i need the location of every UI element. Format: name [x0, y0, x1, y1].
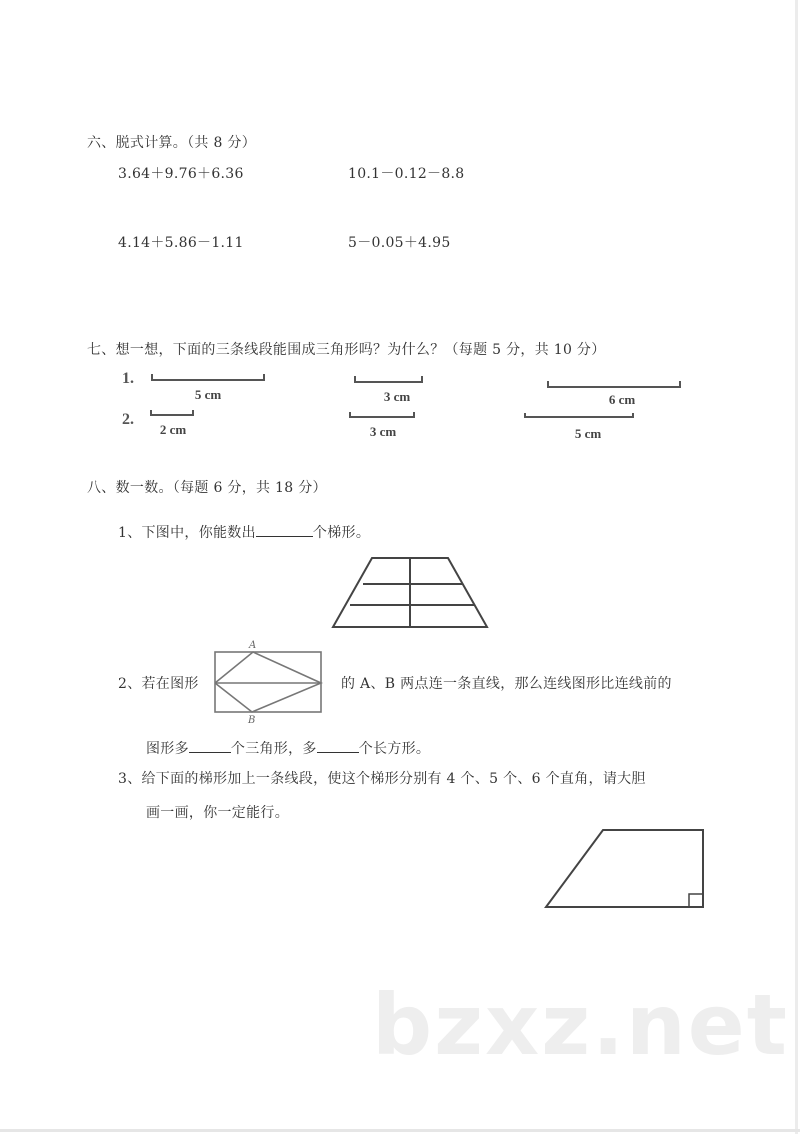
question-1-prefix: 1、下图中，你能数出: [118, 525, 256, 541]
calc-problem-4: 5－0.05＋4.95: [348, 235, 451, 251]
question-3-line-1: 3、给下面的梯形加上一条线段，使这个梯形分别有 4 个、5 个、6 个直角，请大胆: [118, 771, 646, 787]
segment-label: 3 cm: [369, 424, 397, 439]
section-6-title: 六、脱式计算。（共 8 分）: [87, 135, 257, 151]
question-3-line-2: 画一画，你一定能行。: [146, 805, 289, 821]
question-2-text-b: 个三角形，多: [230, 741, 317, 757]
point-a-label: A: [249, 640, 257, 651]
segment-label: 5 cm: [574, 426, 602, 441]
question-2-text-c: 个长方形。: [358, 741, 431, 757]
question-1-suffix: 个梯形。: [312, 525, 371, 541]
section-7-title: 七、想一想，下面的三条线段能围成三角形吗？为什么？（每题 5 分，共 10 分）: [87, 342, 606, 358]
segment-label: 3 cm: [383, 389, 411, 404]
question-2-text-a: 图形多: [146, 741, 189, 757]
question-2-text: 的 A、B 两点连一条直线，那么连线图形比连线前的: [341, 676, 672, 692]
point-b-label: B: [248, 715, 256, 726]
calc-problem-2: 10.1－0.12－8.8: [348, 166, 465, 182]
section-8-title: 八、数一数。（每题 6 分，共 18 分）: [87, 480, 327, 496]
question-2-prefix: 2、若在图形: [118, 676, 199, 692]
segment-label: 5 cm: [194, 387, 222, 402]
row-2-number: 2.: [122, 411, 134, 428]
segment-label: 6 cm: [608, 392, 636, 407]
row-1-number: 1.: [122, 370, 134, 387]
calc-problem-3: 4.14＋5.86－1.11: [118, 235, 244, 251]
watermark: bzxz.net: [372, 976, 789, 1074]
calc-problem-1: 3.64＋9.76＋6.36: [118, 166, 244, 182]
segment-label: 2 cm: [159, 422, 187, 437]
